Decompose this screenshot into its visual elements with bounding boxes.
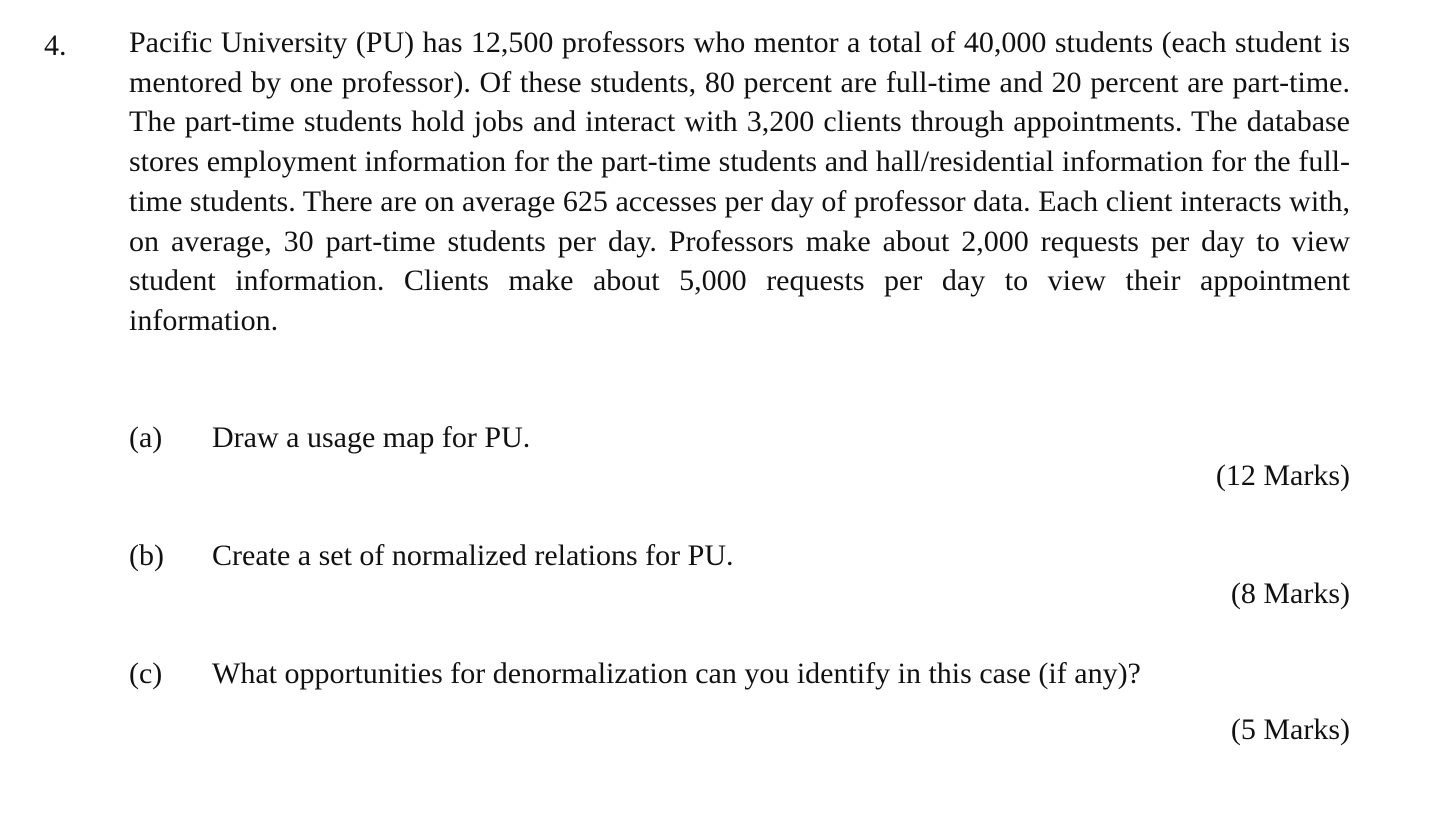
part-text: What opportunities for denormalization can you identify in this case (if any)?	[212, 657, 1141, 690]
part-label: (c)	[129, 657, 163, 690]
part-label: (a)	[129, 421, 163, 454]
question-text: Pacific University (PU) has 12,500 professors who mentor a total of 40,000 students (each student is mentored by one professor). Of these students, 80 percent are full-time and 20 percent are part-time. The part-time students hold jobs and interact with 3,200 clients through appointments. The database stores employment information for the part-time students and hall/residential information for the full-time students. There are on average 625 accesses per day of professor data. Each client interacts with, on average, 30 part-time students per day. Professors make about 2,000 requests per day to view student information. Clients make about 5,000 requests per day to view their appointment information.	[129, 26, 1350, 337]
part-marks: (5 Marks)	[1230, 713, 1350, 746]
part-marks: (8 Marks)	[1230, 577, 1350, 610]
question-number: 4.	[44, 29, 67, 62]
part-marks: (12 Marks)	[1215, 459, 1350, 492]
part-text: Create a set of normalized relations for PU.	[212, 539, 734, 572]
part-label: (b)	[129, 539, 164, 572]
part-text: Draw a usage map for PU.	[212, 421, 531, 454]
